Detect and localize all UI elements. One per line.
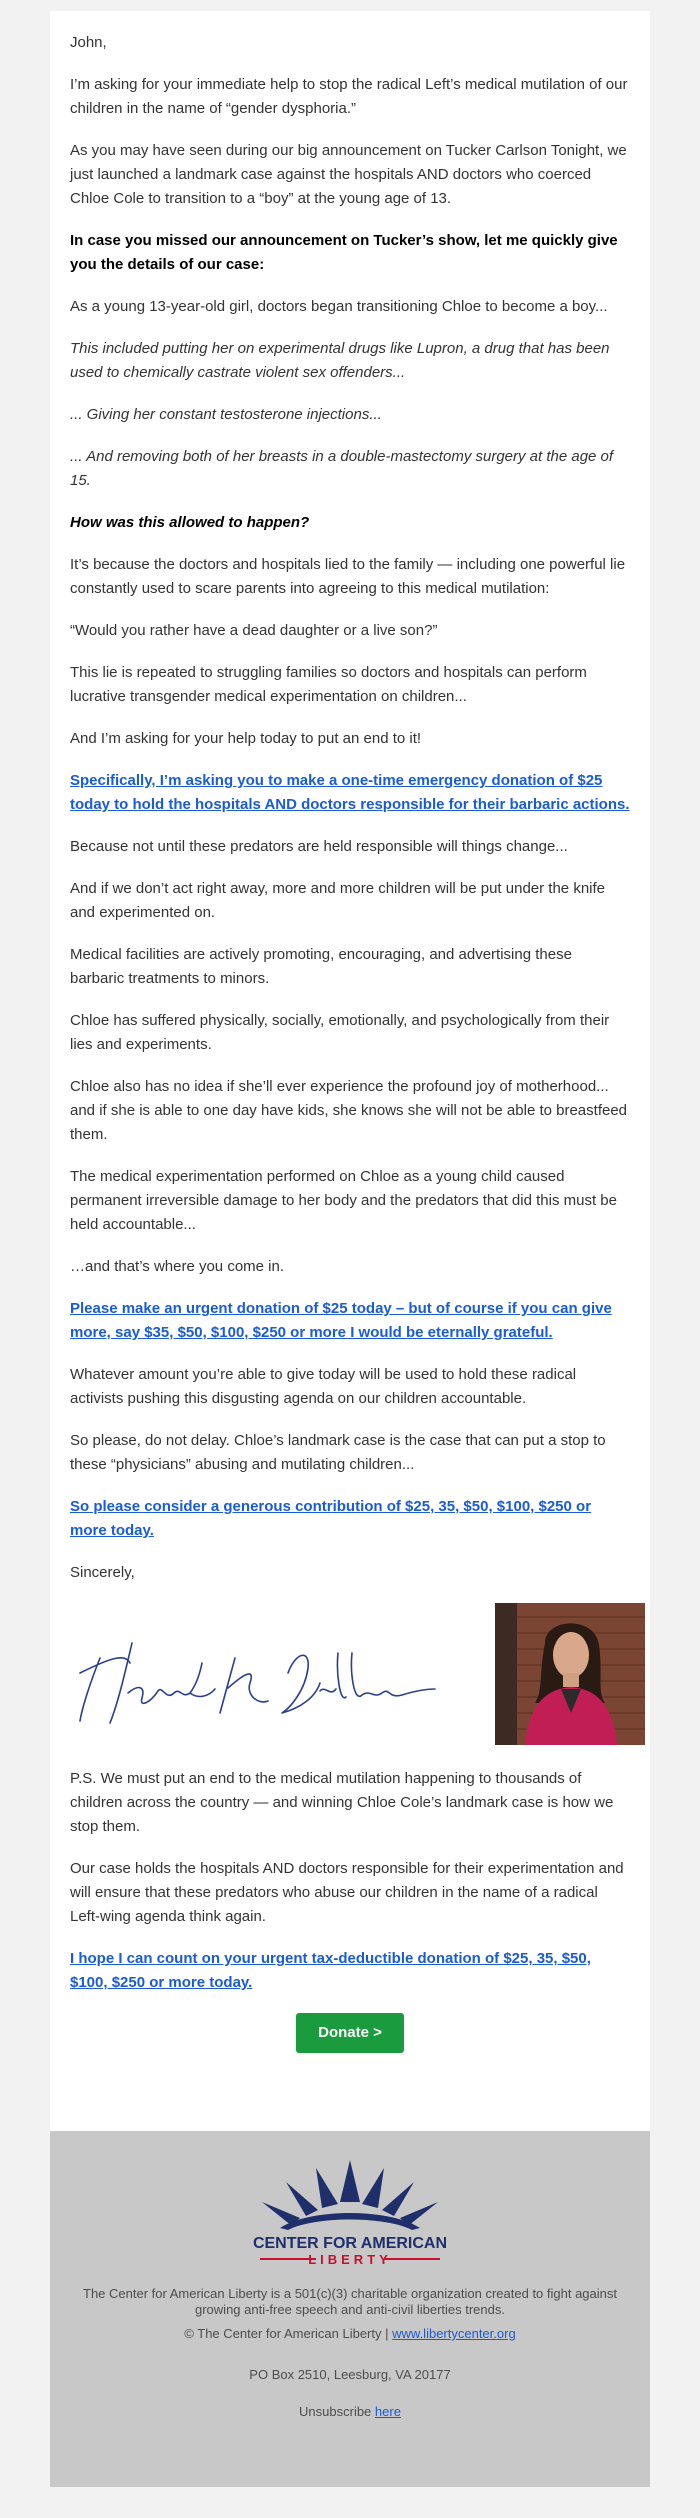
donation-link-3	[70, 1495, 630, 1543]
signature	[70, 1613, 450, 1733]
donation-link[interactable]: Specifically, I’m asking you to make a one-time emergency donation of $25 today to hold the hospitals AND doctors responsible for their barbaric actions.	[70, 772, 630, 813]
paragraph: …and that’s where you come in.	[70, 1258, 285, 1275]
footer-unsubscribe	[60, 2404, 640, 2420]
paragraph: So please, do not delay. Chloe’s landmark case is the case that can put a stop to these “physicians” abusing and mutilating children...	[70, 1432, 606, 1473]
question-heading: How was this allowed to happen?	[70, 514, 310, 531]
paragraph: Chloe also has no idea if she’ll ever experience the profound joy of motherhood... and if she is able to one day have kids, she knows she will not be able to breastfeed them.	[70, 1078, 628, 1143]
greeting: John,	[70, 34, 107, 51]
donate-button[interactable]: Donate >	[296, 2013, 404, 2053]
email-body	[50, 11, 650, 2131]
paragraph: As you may have seen during our big announcement on Tucker Carlson Tonight, we just launched a landmark case against the hospitals AND doctors who coerced Chloe Cole to transition to a “boy” at the young age of 13.	[70, 142, 627, 207]
logo	[220, 2156, 480, 2268]
donate-button-wrap	[70, 2013, 630, 2053]
paragraph: Whatever amount you’re able to give today will be used to hold these radical activists pushing this disgusting agenda on our children accountable.	[70, 1366, 577, 1407]
paragraph: Because not until these predators are held responsible will things change...	[70, 838, 568, 855]
closing: Sincerely,	[70, 1564, 135, 1581]
postscript: P.S. We must put an end to the medical mutilation happening to thousands of children across the country — and winning Chloe Cole’s landmark case is how we stop them.	[70, 1770, 614, 1835]
signature-row	[70, 1603, 630, 1753]
paragraph: The medical experimentation performed on Chloe as a young child caused permanent irreversible damage to her body and the predators that did this must be held accountable...	[70, 1168, 617, 1233]
unsubscribe-text: Unsubscribe	[299, 2404, 372, 2419]
paragraph: Medical facilities are actively promoting, encouraging, and advertising these barbaric treatments to minors.	[70, 946, 572, 987]
website-link[interactable]: www.libertycenter.org	[392, 2326, 516, 2341]
paragraph: This lie is repeated to struggling families so doctors and hospitals can perform lucrative transgender medical experimentation on children...	[70, 664, 587, 705]
donation-link-1	[70, 769, 630, 817]
paragraph: And I’m asking for your help today to put an end to it!	[70, 730, 422, 747]
footer-copyright	[60, 2326, 640, 2342]
author-photo	[495, 1603, 645, 1745]
donation-link-4	[70, 1947, 630, 1995]
donation-link[interactable]: I hope I can count on your urgent tax-deductible donation of $25, 35, $50, $100, $250 or more today.	[70, 1950, 591, 1991]
footer-description: The Center for American Liberty is a 501(c)(3) charitable organization created to fight against growing anti-free speech and anti-civil liberties trends.	[83, 2286, 617, 2317]
footer	[50, 2131, 650, 2487]
paragraph-italic: ... And removing both of her breasts in a double-mastectomy surgery at the age of 15.	[70, 448, 614, 489]
quote: “Would you rather have a dead daughter or a live son?”	[70, 622, 438, 639]
logo-line1: CENTER FOR AMERICAN	[252, 2235, 448, 2252]
donation-link[interactable]: Please make an urgent donation of $25 today – but of course if you can give more, say $35, $50, $100, $250 or more I would be eternally grateful.	[70, 1300, 612, 1341]
copyright-text: © The Center for American Liberty |	[184, 2326, 389, 2341]
paragraph: It’s because the doctors and hospitals lied to the family — including one powerful lie constantly used to scare parents into agreeing to this medical mutilation:	[70, 556, 626, 597]
paragraph-italic: This included putting her on experimental drugs like Lupron, a drug that has been used to chemically castrate violent sex offenders...	[70, 340, 610, 381]
paragraph: I’m asking for your immediate help to stop the radical Left’s medical mutilation of our children in the name of “gender dysphoria.”	[70, 76, 628, 117]
donation-link[interactable]: So please consider a generous contribution of $25, 35, $50, $100, $250 or more today.	[70, 1498, 592, 1539]
footer-address: PO Box 2510, Leesburg, VA 20177	[249, 2367, 451, 2382]
paragraph: Chloe has suffered physically, socially, emotionally, and psychologically from their lies and experiments.	[70, 1012, 610, 1053]
paragraph: And if we don’t act right away, more and more children will be put under the knife and experimented on.	[70, 880, 606, 921]
logo-line2: LIBERTY	[308, 2252, 392, 2267]
paragraph: As a young 13-year-old girl, doctors began transitioning Chloe to become a boy...	[70, 298, 608, 315]
paragraph-italic: ... Giving her constant testosterone injections...	[70, 406, 382, 423]
donation-link-2	[70, 1297, 630, 1345]
postscript: Our case holds the hospitals AND doctors responsible for their experimentation and will ensure that these predators who abuse our children in the name of a radical Left-wing agenda think again.	[70, 1860, 624, 1925]
unsubscribe-link[interactable]: here	[374, 2404, 401, 2419]
paragraph-bold: In case you missed our announcement on Tucker’s show, let me quickly give you the details of our case:	[70, 232, 618, 273]
